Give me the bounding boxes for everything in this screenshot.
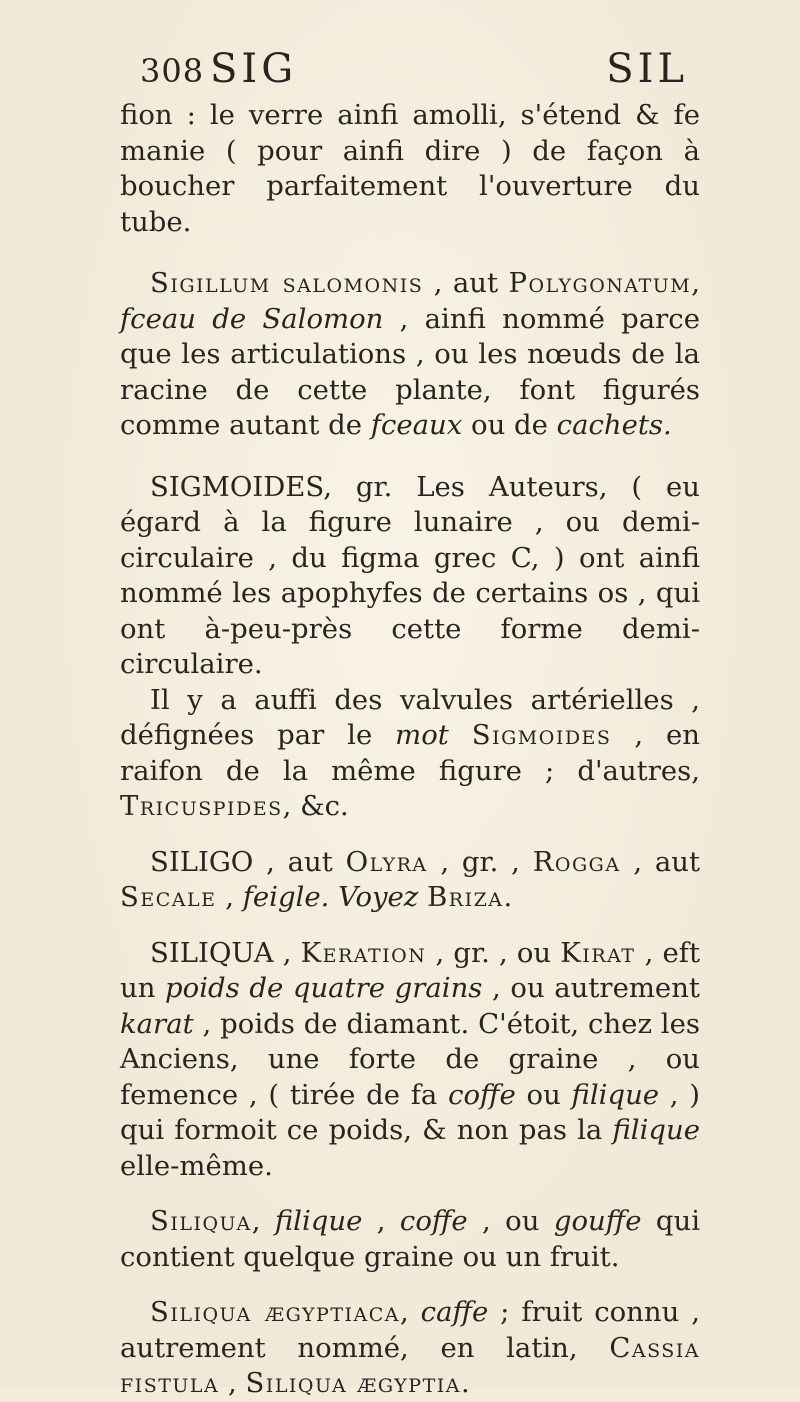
- text-run: SILIQUA ,: [150, 936, 301, 969]
- text-run: , en raifon de la même figure ; d'autres,: [120, 719, 701, 787]
- entry-continuation: [120, 98, 700, 240]
- text-run: , ou: [467, 1205, 554, 1237]
- small-caps-term: Rogga: [532, 845, 621, 878]
- entry-siliqua-aegyptiaca: [120, 1295, 700, 1402]
- running-head-right: SIL: [606, 46, 688, 92]
- italic-term: fceaux: [370, 409, 463, 441]
- small-caps-term: Keration: [300, 936, 427, 969]
- text-run: , &c.: [282, 790, 349, 822]
- text-run: Il y a auffi des valvules artérielles , défignées par le: [120, 683, 700, 751]
- small-caps-term: Olyra: [345, 845, 428, 878]
- italic-term: coffe: [448, 1078, 516, 1111]
- italic-term: fceau de Salomon: [120, 302, 384, 335]
- italic-term: caffe: [420, 1296, 489, 1328]
- text-run: ou de: [462, 409, 557, 441]
- text-run: elle-même.: [120, 1149, 273, 1182]
- small-caps-term: Sigillum salomonis: [150, 267, 424, 299]
- entry-sigmoides-valves: [120, 683, 700, 825]
- small-caps-term: Kirat: [560, 936, 636, 969]
- text-run: , ou autrement: [482, 972, 700, 1004]
- running-head-left: SIG: [210, 46, 298, 92]
- text-run: SIGMOIDES, gr. Les Auteurs, ( eu égard à la figure lunaire , ou demi-circulaire , du figma grec C, ) ont ainfi nommé les apophyfes de certains os , qui ont à-peu-près cette forme demi-circulaire.: [120, 470, 700, 680]
- running-header: [140, 46, 700, 96]
- entry-siliqua-filique: [120, 1204, 700, 1275]
- text-run: [449, 719, 472, 751]
- entry-sigillum-salomonis: [120, 266, 700, 444]
- small-caps-term: Tricuspides: [120, 790, 283, 822]
- text-run: ,: [362, 1205, 400, 1237]
- italic-term: gouffe: [553, 1205, 642, 1237]
- italic-term: poids de quatre grains: [165, 972, 483, 1004]
- text-run: , gr. , ou: [426, 936, 561, 969]
- dictionary-text: [120, 98, 700, 1402]
- entry-siliqua: [120, 936, 700, 1185]
- italic-term: karat: [120, 1007, 194, 1040]
- italic-term: filique: [612, 1114, 700, 1146]
- text-run: ,: [251, 1205, 275, 1237]
- text-run: , gr. ,: [427, 845, 533, 878]
- text-run: , ) qui formoit ce poids, & non pas la: [120, 1078, 700, 1146]
- entry-sigmoides: [120, 470, 700, 683]
- small-caps-term: Siliqua ægyptia.: [245, 1367, 472, 1399]
- text-run: , ainfi nommé parce que les articulations , ou les nœuds de la racine de cette plante, font figurés comme autant de: [120, 302, 700, 441]
- text-run: ,: [219, 1367, 246, 1399]
- italic-term: filique: [571, 1078, 660, 1111]
- text-run: ,: [216, 881, 243, 913]
- italic-term: feigle. Voyez: [242, 881, 419, 913]
- text-run: ,: [691, 267, 701, 299]
- text-run: ,: [399, 1296, 421, 1328]
- italic-term: coffe: [399, 1205, 468, 1237]
- text-run: , aut: [620, 845, 701, 878]
- small-caps-term: Secale: [120, 881, 217, 913]
- text-run: ; fruit connu , autrement nommé, en latin,: [120, 1296, 700, 1364]
- text-run: SILIGO , aut: [150, 845, 346, 878]
- page-number: 308: [140, 52, 205, 90]
- italic-term: filique: [274, 1205, 363, 1237]
- text-run: , poids de diamant. C'étoit, chez les Anciens, une forte de graine , ou femence , ( tirée de fa: [120, 1007, 700, 1111]
- text-run: ou: [515, 1078, 572, 1111]
- small-caps-term: Polygonatum: [508, 267, 692, 299]
- text-run: qui contient quelque graine ou un fruit.: [120, 1205, 700, 1273]
- text-run: fion : le verre ainfi amolli, s'étend & fe manie ( pour ainfi dire ) de façon à boucher parfaitement l'ouverture du tube.: [120, 99, 700, 238]
- text-run: , aut: [423, 267, 509, 299]
- small-caps-term: Siliqua: [150, 1205, 252, 1237]
- italic-term: mot: [395, 719, 449, 751]
- text-run: , eft un: [120, 936, 700, 1004]
- small-caps-term: Cassia fistula: [120, 1331, 700, 1399]
- italic-term: cachets.: [556, 409, 672, 441]
- entry-siligo: [120, 845, 700, 916]
- small-caps-term: Briza.: [427, 881, 514, 913]
- small-caps-term: Sigmoides: [471, 719, 612, 751]
- small-caps-term: Siliqua ægyptiaca: [150, 1296, 400, 1328]
- text-run: [418, 881, 427, 913]
